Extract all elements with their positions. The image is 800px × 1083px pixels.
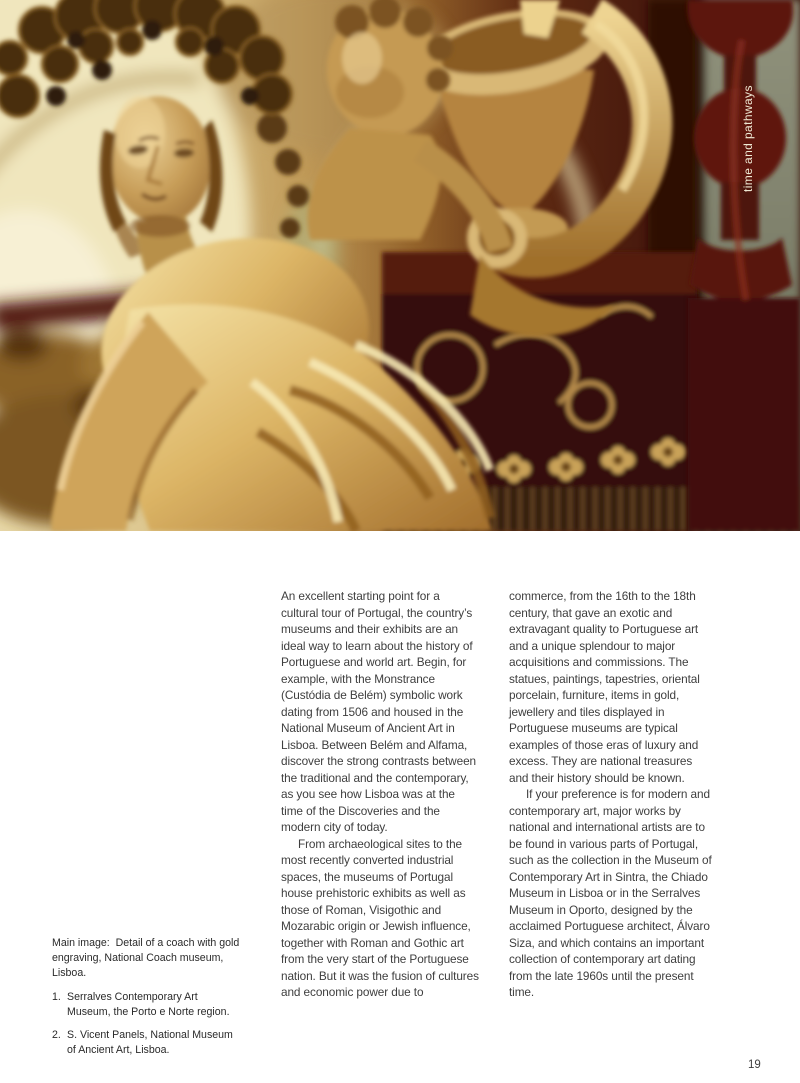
caption-item-text: Serralves Contemporary Art Museum, the Porto e Norte region.: [67, 991, 230, 1018]
caption-item-number: 2.: [52, 1029, 61, 1041]
section-vertical-label: time and pathways: [741, 85, 755, 192]
article-column-right: [509, 588, 712, 1001]
caption-item-text: S. Vicent Panels, National Museum of Ancient Art, Lisboa.: [67, 1029, 233, 1056]
hero-photo: [0, 0, 800, 531]
caption-block: [52, 936, 243, 1066]
caption-item-1: [52, 990, 240, 1020]
caption-item-2: [52, 1028, 240, 1058]
main-image-caption: Main image: Detail of a coach with gold engraving, National Coach museum, Lisboa.: [52, 937, 243, 979]
article-paragraph-3: If your preference is for modern and contemporary art, major works by national and international artists are to be found in various parts of Portugal, such as the collection in the Museum of Contemporary Art in Sintra, the Chiado Museum in Lisboa or in the Serralves Museum in Oporto, designed by the acclaimed Portuguese architect, Álvaro Siza, and which contains an important collection of contemporary art dating from the late 1960s until the present time.: [509, 787, 712, 999]
article-paragraph-2: From archaeological sites to the most recently converted industrial spaces, the museums of Portugal house prehistoric exhibits as well as those of Roman, Visigothic and Mozarabic origin or Jewish influence, together with Roman and Gothic art from the very start of the Portuguese nation. But it was the fusion of cultures and economic power due to: [281, 836, 479, 999]
article-column-left: [281, 588, 479, 1001]
article-paragraph-1: An excellent starting point for a cultural tour of Portugal, the country’s museums and their exhibits are an ideal way to learn about the history of Portuguese and world art. Begin, for example, with the Monstrance (Custódia de Belém) symbolic work dating from 1506 and housed in the National Museum of Ancient Art in Lisboa. Between Belém and Alfama, discover the strong contrasts between the traditional and the contemporary, as you see how Lisboa was at the time of the Discoveries and the modern city of today.: [281, 589, 476, 834]
caption-item-number: 1.: [52, 991, 61, 1003]
page-number: 19: [748, 1059, 761, 1071]
hero-photo-art: [0, 0, 800, 531]
article-paragraph-2-continued: commerce, from the 16th to the 18th century, that gave an exotic and extravagant quality to Portuguese art and a unique splendour to major acquisitions and commissions. The statues, paintings, tapestries, oriental porcelain, furniture, items in gold, jewellery and tiles displayed in Portuguese museums are typical examples of those eras of luxury and excess. They are national treasures and their history should be known.: [509, 589, 700, 785]
